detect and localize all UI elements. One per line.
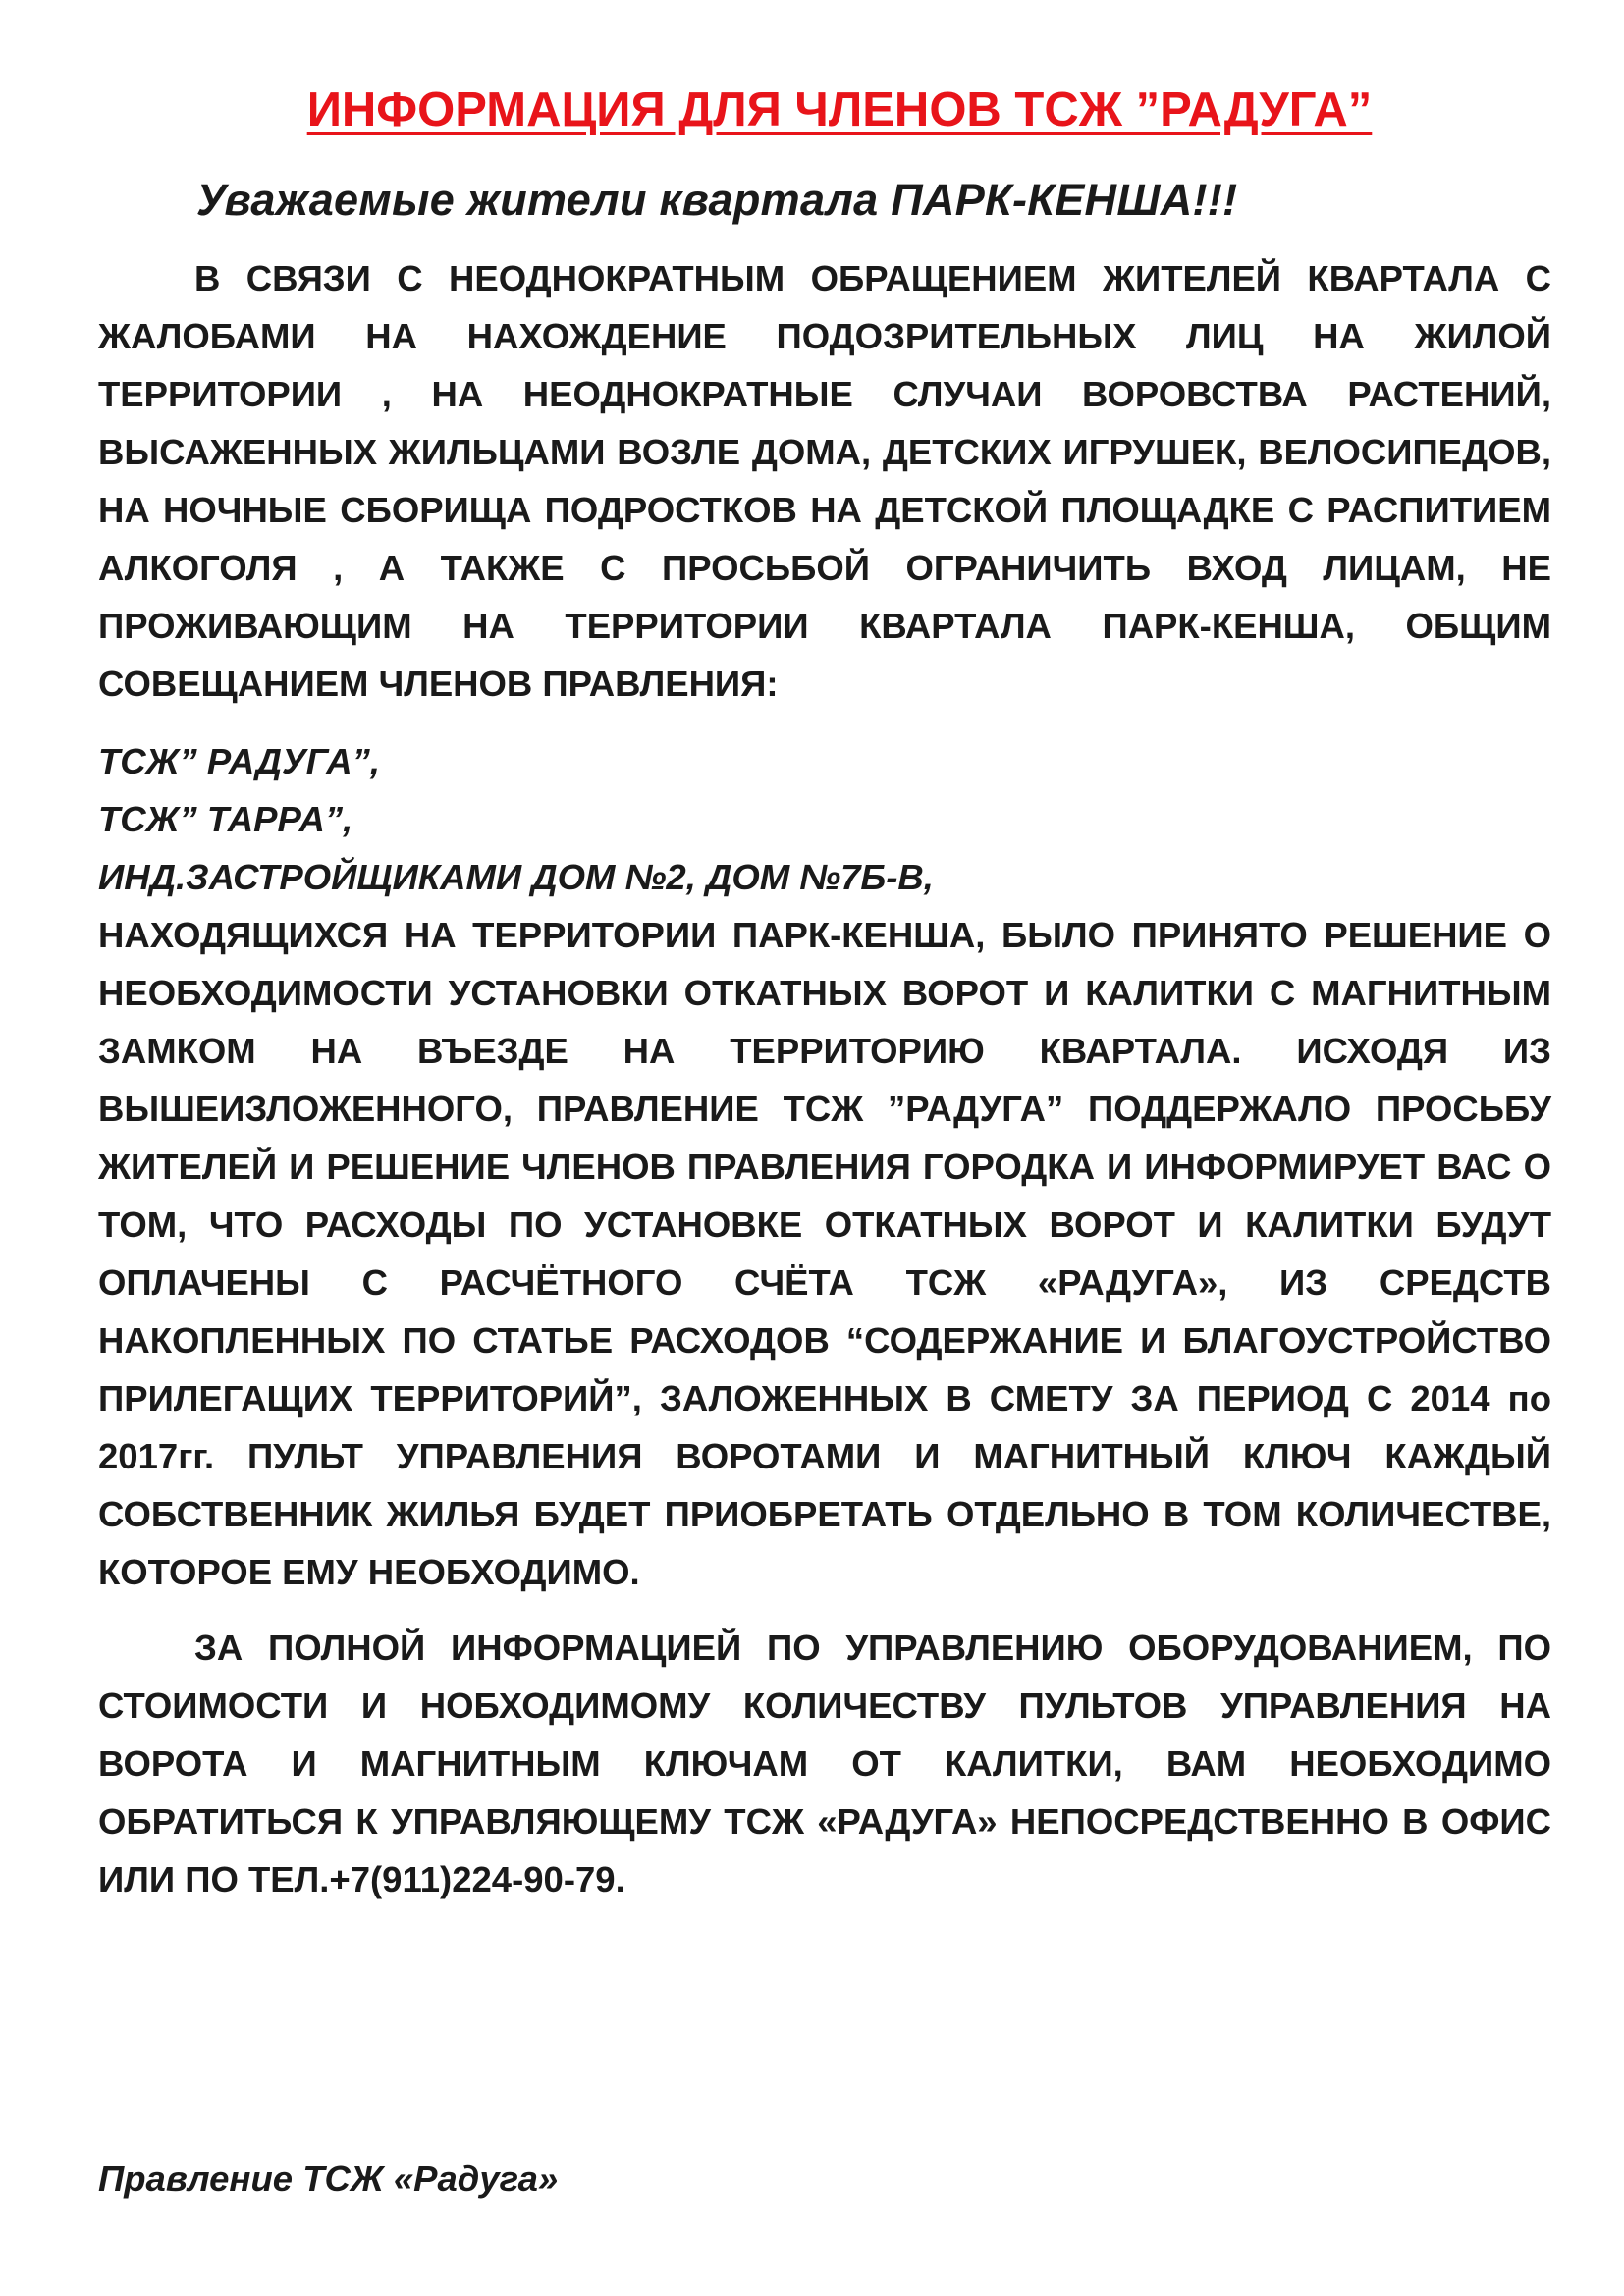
board-member-item: ТСЖ” ТАРРА”, [98,799,353,839]
greeting: Уважаемые жители квартала ПАРК-КЕНША!!! [196,175,1238,225]
paragraph-decision: НАХОДЯЩИХСЯ НА ТЕРРИТОРИИ ПАРК-КЕНША, БЫЛО ПРИНЯТО РЕШЕНИЕ О НЕОБХОДИМОСТИ УСТАНОВКИ ОТКАТНЫХ ВОРОТ И КАЛИТКИ С МАГНИТНЫМ ЗАМКОМ НА ВЪЕЗДЕ НА ТЕРРИТОРИЮ КВАРТАЛА. ИСХОДЯ ИЗ ВЫШЕИЗЛОЖЕННОГО, ПРАВЛЕНИЕ ТСЖ ”РАДУГА” ПОДДЕРЖАЛО ПРОСЬБУ ЖИТЕЛЕЙ И РЕШЕНИЕ ЧЛЕНОВ ПРАВЛЕНИЯ ГОРОДКА И ИНФОРМИРУЕТ ВАС О ТОМ, ЧТО РАСХОДЫ ПО УСТАНОВКЕ ОТКАТНЫХ ВОРОТ И КАЛИТКИ БУДУТ ОПЛАЧЕНЫ С РАСЧЁТНОГО СЧЁТА ТСЖ «РАДУГА», ИЗ СРЕДСТВ НАКОПЛЕННЫХ ПО СТАТЬЕ РАСХОДОВ “СОДЕРЖАНИЕ И БЛАГОУСТРОЙСТВО ПРИЛЕГАЩИХ ТЕРРИТОРИЙ”, ЗАЛОЖЕННЫХ В СМЕТУ ЗА ПЕРИОД С 2014 по 2017гг. ПУЛЬТ УПРАВЛЕНИЯ ВОРОТАМИ И МАГНИТНЫЙ КЛЮЧ КАЖДЫЙ СОБСТВЕННИК ЖИЛЬЯ БУДЕТ ПРИОБРЕТАТЬ ОТДЕЛЬНО В ТОМ КОЛИЧЕСТВЕ, КОТОРОЕ ЕМУ НЕОБХОДИМО. [98,915,1551,1592]
document-page [98,79,1551,2199]
paragraph-contact: ЗА ПОЛНОЙ ИНФОРМАЦИЕЙ ПО УПРАВЛЕНИЮ ОБОРУДОВАНИЕМ, ПО СТОИМОСТИ И НОБХОДИМОМУ КОЛИЧЕСТВУ ПУЛЬТОВ УПРАВЛЕНИЯ НА ВОРОТА И МАГНИТНЫМ КЛЮЧАМ ОТ КАЛИТКИ, ВАМ НЕОБХОДИМО ОБРАТИТЬСЯ К УПРАВЛЯЮЩЕМУ ТСЖ «РАДУГА» НЕПОСРЕДСТВЕННО В ОФИС ИЛИ ПО ТЕЛ.+7(911)224-90-79. [98,1628,1551,1899]
signature: Правление ТСЖ «Радуга» [98,2159,559,2199]
board-member-item: ТСЖ” РАДУГА”, [98,741,381,781]
document-title-text: ИНФОРМАЦИЯ ДЛЯ ЧЛЕНОВ ТСЖ ”РАДУГА” [306,83,1373,136]
document-title [98,79,1551,141]
board-members-list [98,732,1551,906]
paragraph-complaints: В СВЯЗИ С НЕОДНОКРАТНЫМ ОБРАЩЕНИЕМ ЖИТЕЛЕЙ КВАРТАЛА С ЖАЛОБАМИ НА НАХОЖДЕНИЕ ПОДОЗРИТЕЛЬНЫХ ЛИЦ НА ЖИЛОЙ ТЕРРИТОРИИ , НА НЕОДНОКРАТНЫЕ СЛУЧАИ ВОРОВСТВА РАСТЕНИЙ, ВЫСАЖЕННЫХ ЖИЛЬЦАМИ ВОЗЛЕ ДОМА, ДЕТСКИХ ИГРУШЕК, ВЕЛОСИПЕДОВ, НА НОЧНЫЕ СБОРИЩА ПОДРОСТКОВ НА ДЕТСКОЙ ПЛОЩАДКЕ С РАСПИТИЕМ АЛКОГОЛЯ , А ТАКЖЕ С ПРОСЬБОЙ ОГРАНИЧИТЬ ВХОД ЛИЦАМ, НЕ ПРОЖИВАЮЩИМ НА ТЕРРИТОРИИ КВАРТАЛА ПАРК-КЕНША, ОБЩИМ СОВЕЩАНИЕМ ЧЛЕНОВ ПРАВЛЕНИЯ: [98,258,1551,704]
board-member-item: ИНД.ЗАСТРОЙЩИКАМИ ДОМ №2, ДОМ №7Б-В, [98,857,934,897]
